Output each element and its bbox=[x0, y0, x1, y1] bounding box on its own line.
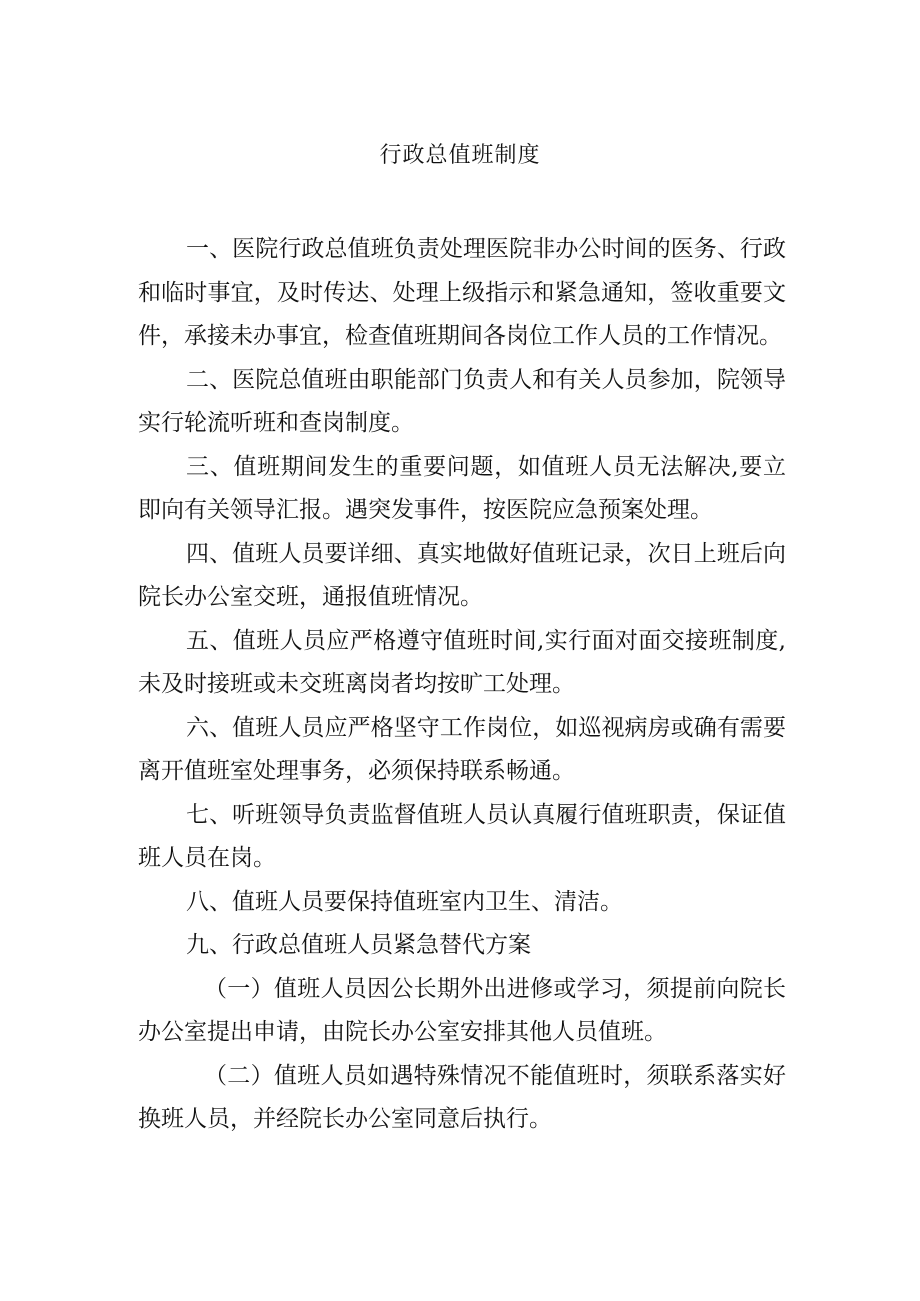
paragraph-7: 七、听班领导负责监督值班人员认真履行值班职责，保证值班人员在岗。 bbox=[138, 801, 786, 871]
paragraph-8: 八、值班人员要保持值班室内卫生、清洁。 bbox=[186, 888, 623, 915]
paragraph-1: 一、医院行政总值班负责处理医院非办公时间的医务、行政和临时事宜，及时传达、处理上级指示和紧急通知，签收重要文件，承接未办事宜，检查值班期间各岗位工作人员的工作情况。 bbox=[138, 236, 786, 349]
paragraph-3: 三、值班期间发生的重要问题，如值班人员无法解决,要立即向有关领导汇报。遇突发事件，按医院应急预案处理。 bbox=[138, 453, 786, 523]
paragraph-6: 六、值班人员应严格坚守工作岗位，如巡视病房或确有需要离开值班室处理事务，必须保持联系畅通。 bbox=[138, 714, 786, 784]
document-title: 行政总值班制度 bbox=[379, 143, 541, 168]
document-body bbox=[138, 228, 786, 1142]
sub-paragraph-1: （一）值班人员因公长期外出进修或学习，须提前向院长办公室提出申请，由院长办公室安排其他人员值班。 bbox=[138, 975, 786, 1045]
paragraph-4: 四、值班人员要详细、真实地做好值班记录，次日上班后向院长办公室交班，通报值班情况。 bbox=[138, 540, 786, 610]
paragraph-2: 二、医院总值班由职能部门负责人和有关人员参加，院领导实行轮流听班和查岗制度。 bbox=[138, 366, 786, 436]
paragraph-5: 五、值班人员应严格遵守值班时间,实行面对面交接班制度,未及时接班或未交班离岗者均按旷工处理。 bbox=[138, 627, 786, 697]
paragraph-9: 九、行政总值班人员紧急替代方案 bbox=[186, 932, 531, 958]
sub-paragraph-2: （二）值班人员如遇特殊情况不能值班时，须联系落实好换班人员，并经院长办公室同意后执行。 bbox=[138, 1062, 786, 1132]
